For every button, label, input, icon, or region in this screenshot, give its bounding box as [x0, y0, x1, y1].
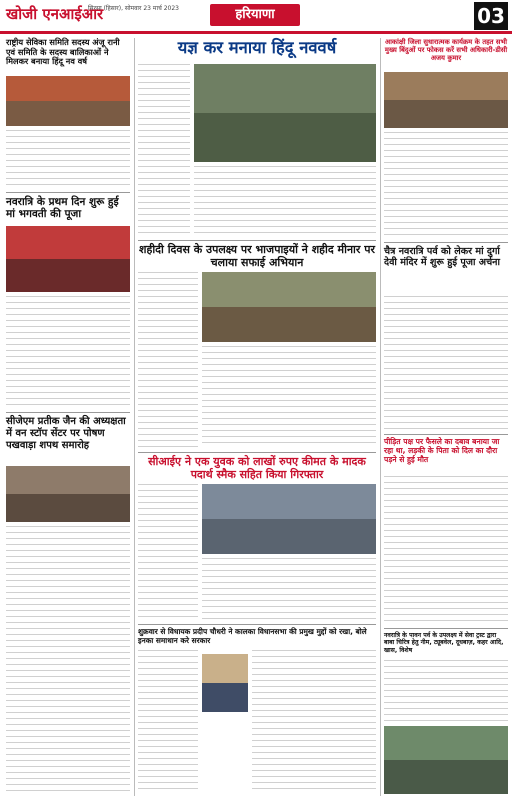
photo-oath-ceremony	[6, 466, 130, 522]
story-body	[138, 64, 190, 236]
photo-women-group	[6, 76, 130, 126]
masthead	[0, 0, 512, 34]
story-body	[384, 296, 508, 430]
lead-headline: यज्ञ कर मनाया हिंदू नववर्ष	[177, 38, 337, 57]
story-durga-temple	[384, 246, 508, 269]
story-body	[384, 132, 508, 238]
photo-seva-trust-group	[384, 726, 508, 794]
story-victim-family	[384, 438, 508, 465]
story-body	[6, 526, 130, 794]
story-aspirational-district	[384, 38, 508, 62]
story-body	[6, 296, 130, 408]
story-headline: नवरात्रि के प्रथम दिन शुरू हुई मां भगवती की पूजा	[6, 196, 119, 221]
story-body	[194, 166, 376, 236]
page-number: 03	[474, 2, 508, 30]
story-body	[138, 650, 198, 794]
story-headline: शुक्रवार से विधायक प्रदीप चौधरी ने कालका विधानसभा की प्रमुख मुद्दों को रखा, बोले इनका समाधान करे सरकार	[138, 627, 367, 645]
photo-police-arrest	[202, 484, 376, 554]
story-cjm-poshan	[6, 416, 130, 451]
edition-date: सिरसा (हिसार), सोमवार 23 मार्च 2023	[88, 5, 180, 12]
story-headline: नवरात्रि के पावन पर्व के उपलक्ष्य में सेवा ट्रस्ट द्वारा बाबा चिरित्र हेतु नीम, ट्यूबवेल, दूधबाज़, कहर आदि, खास, विशेष	[384, 632, 504, 654]
story-body	[138, 484, 198, 620]
story-headline: पीड़ित पक्ष पर फैसले का दबाव बनाया जा रहा था, लड़की के पिता को दिल का दौरा पड़ने से हुई मौत	[384, 437, 500, 464]
story-pradeep-chaudhary	[138, 628, 376, 645]
story-body	[6, 130, 130, 188]
story-hindu-new-year	[138, 38, 376, 57]
story-headline: आकांक्षी जिला सुधारात्मक कार्यक्रम के तहत सभी मुख्य बिंदुओं पर फोकस करें सभी अधिकारी-डीसी अजय कुमार	[384, 38, 508, 63]
story-shaheedi-diwas	[138, 244, 376, 270]
photo-mla-portrait	[202, 654, 248, 712]
story-cia-arrest	[138, 456, 376, 482]
section-title: हरियाणा	[210, 4, 300, 26]
story-body	[138, 272, 198, 448]
photo-yajna	[194, 64, 376, 162]
story-body	[202, 558, 376, 620]
story-headline: राष्ट्रीय सेविका समिति सदस्य अंजू रानी एवं समिति के सदस्य बालिकाओं ने मिलकर बनाया हिंदू नव वर्ष	[6, 37, 120, 67]
story-body	[384, 476, 508, 624]
story-body	[252, 650, 376, 794]
story-body	[384, 660, 508, 724]
story-headline: सीआईए ने एक युवक को लाखों रुपए कीमत के मादक पदार्थ स्मैक सहित किया गिरफ्तार	[148, 455, 366, 481]
story-anju-rani	[6, 38, 130, 67]
photo-cleaning-drive	[202, 272, 376, 342]
newspaper-logo: खोजी एनआईआर	[6, 5, 104, 23]
story-seva-trust	[384, 632, 508, 654]
photo-goddess-idol	[6, 226, 130, 292]
story-navratri-first-day	[6, 196, 130, 221]
story-headline: चैत्र नवरात्रि पर्व को लेकर मां दुर्गा देवी मंदिर में शुरू हुई पूजा अर्चना	[384, 246, 500, 269]
story-body	[202, 346, 376, 448]
story-headline: शहीदी दिवस के उपलक्ष्य पर भाजपाइयों ने शहीद मीनार पर चलाया सफाई अभियान	[139, 243, 375, 269]
photo-dc-meeting	[384, 72, 508, 128]
story-headline: सीजेएम प्रतीक जैन की अध्यक्षता में वन स्टॉप सेंटर पर पोषण पखवाड़ा शपथ समारोह	[6, 416, 126, 451]
